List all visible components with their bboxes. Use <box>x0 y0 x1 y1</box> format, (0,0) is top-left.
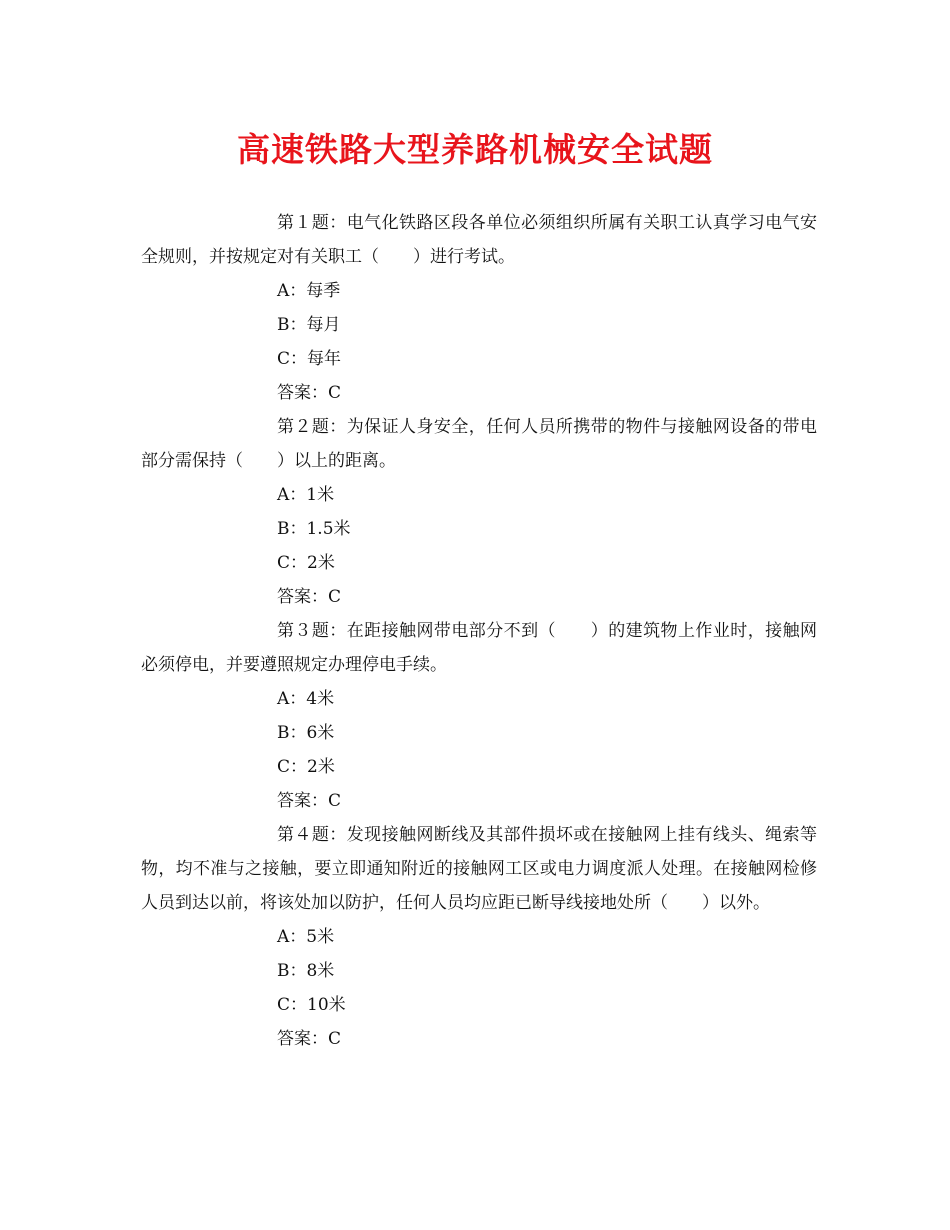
answer-text: 答案：C <box>277 587 342 607</box>
option-c: C：10米 <box>277 995 346 1015</box>
answer-text: 答案：C <box>277 383 342 403</box>
option-b: B：8米 <box>277 961 335 981</box>
question-list <box>141 206 817 1056</box>
option-c: C：每年 <box>277 349 342 369</box>
option-b: B：1.5米 <box>277 519 351 539</box>
question-text: 第１题：电气化铁路区段各单位必须组织所属有关职工认真学习电气安全规则，并按规定对有关职工（ ）进行考试。 <box>141 213 817 267</box>
option-a: A：4米 <box>277 689 335 709</box>
question-block <box>141 818 817 1056</box>
answer-text: 答案：C <box>277 1029 342 1049</box>
document-title: 高速铁路大型养路机械安全试题 <box>237 130 713 169</box>
option-a: A：每季 <box>277 281 341 301</box>
option-c: C：2米 <box>277 553 335 573</box>
option-b: B：每月 <box>277 315 341 335</box>
answer-text: 答案：C <box>277 791 342 811</box>
question-text: 第４题：发现接触网断线及其部件损坏或在接触网上挂有线头、绳索等物，均不准与之接触，要立即通知附近的接触网工区或电力调度派人处理。在接触网检修人员到达以前，将该处加以防护，任何人员均应距已断导线接地处所（ ）以外。 <box>141 825 817 913</box>
option-a: A：1米 <box>277 485 335 505</box>
question-block <box>141 614 817 818</box>
question-text: 第３题：在距接触网带电部分不到（ ）的建筑物上作业时，接触网必须停电，并要遵照规定办理停电手续。 <box>141 621 817 675</box>
option-a: A：5米 <box>277 927 335 947</box>
question-block <box>141 206 817 410</box>
question-text: 第２题：为保证人身安全，任何人员所携带的物件与接触网设备的带电部分需保持（ ）以上的距离。 <box>141 417 817 471</box>
option-c: C：2米 <box>277 757 335 777</box>
question-block <box>141 410 817 614</box>
option-b: B：6米 <box>277 723 335 743</box>
